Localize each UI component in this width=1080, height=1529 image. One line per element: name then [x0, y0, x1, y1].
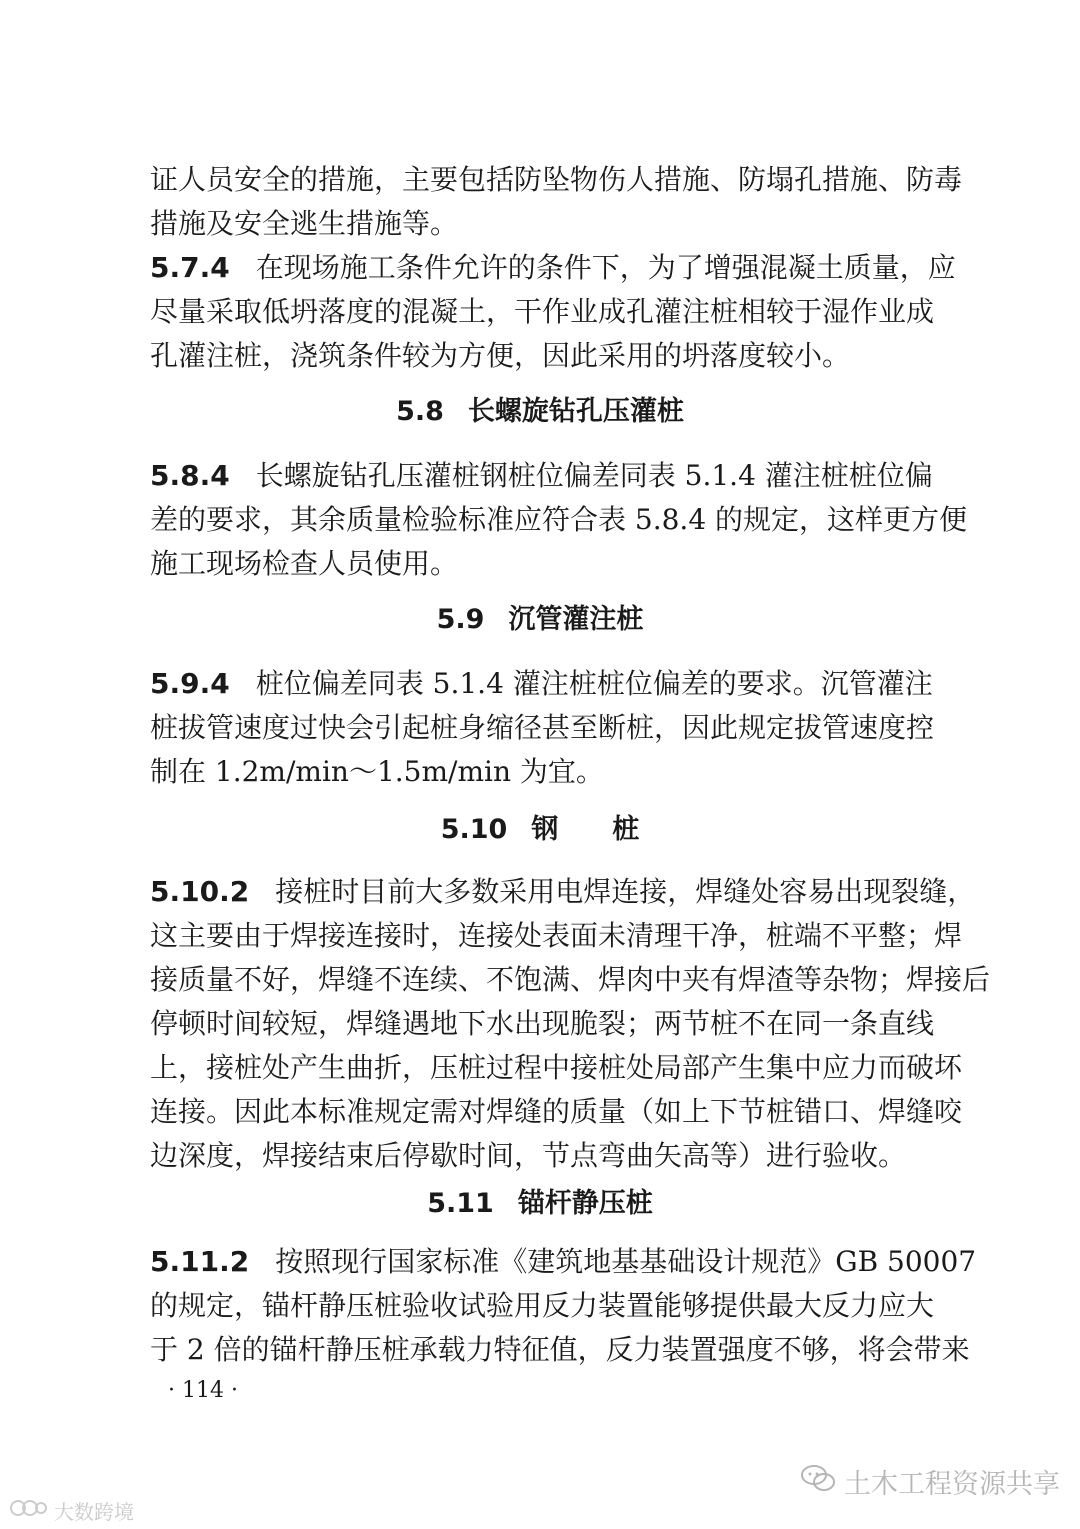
clause-text: 长螺旋钻孔压灌桩钢桩位偏差同表 5.1.4 灌注桩桩位偏	[255, 459, 933, 492]
clause-5-11-2-line-1	[150, 1240, 977, 1284]
clause-5-10-2-line-5: 上，接桩处产生曲折，压桩过程中接桩处局部产生集中应力而破坏	[150, 1051, 963, 1084]
clause-5-11-2-line-3: 于 2 倍的锚杆静压桩承载力特征值，反力装置强度不够，将会带来	[150, 1333, 970, 1366]
paragraph-line: 措施及安全逃生措施等。	[150, 207, 459, 240]
section-heading-5-9	[0, 600, 1080, 640]
section-title: 沉管灌注桩	[508, 604, 644, 635]
clause-number: 5.11.2	[150, 1245, 250, 1278]
watermark-right	[800, 1462, 1060, 1501]
clause-5-8-4-line-1	[150, 454, 933, 498]
section-number: 5.8	[396, 396, 444, 427]
clause-text: 桩位偏差同表 5.1.4 灌注桩桩位偏差的要求。沉管灌注	[255, 667, 933, 700]
clause-number: 5.9.4	[150, 667, 230, 700]
clause-5-7-4-line-3: 孔灌注桩，浇筑条件较为方便，因此采用的坍落度较小。	[150, 339, 851, 372]
clause-text: 接桩时目前大多数采用电焊连接，焊缝处容易出现裂缝，	[275, 875, 976, 908]
clause-text: 在现场施工条件允许的条件下，为了增强混凝土质量，应	[255, 251, 956, 284]
clause-text: 按照现行国家标准《建筑地基基础设计规范》GB 50007	[275, 1245, 977, 1278]
clause-5-7-4-line-2: 尽量采取低坍落度的混凝土，干作业成孔灌注桩相较于湿作业成	[150, 295, 935, 328]
watermark-left	[8, 1496, 134, 1525]
clause-number: 5.8.4	[150, 459, 230, 492]
clause-5-8-4-line-2: 差的要求，其余质量检验标准应符合表 5.8.4 的规定，这样更方便	[150, 503, 968, 536]
clause-5-8-4-line-3: 施工现场检查人员使用。	[150, 547, 459, 580]
clause-5-9-4-line-1	[150, 662, 933, 706]
watermark-right-text: 土木工程资源共享	[844, 1469, 1060, 1500]
clause-5-9-4-line-2: 桩拔管速度过快会引起桩身缩径甚至断桩，因此规定拔管速度控	[150, 711, 935, 744]
clause-number: 5.10.2	[150, 875, 250, 908]
page-number: · 114 ·	[168, 1378, 238, 1403]
section-heading-5-10	[0, 810, 1080, 850]
clause-5-10-2-line-2: 这主要由于焊接连接时，连接处表面未清理干净，桩端不平整；焊	[150, 919, 963, 952]
clause-5-7-4-line-1	[150, 246, 956, 290]
clause-5-10-2-line-1	[150, 870, 976, 914]
section-title: 长螺旋钻孔压灌桩	[467, 396, 684, 427]
paragraph-line: 证人员安全的措施，主要包括防坠物伤人措施、防塌孔措施、防毒	[150, 163, 963, 196]
section-number: 5.10	[440, 814, 508, 845]
clause-number: 5.7.4	[150, 251, 230, 284]
section-number: 5.9	[436, 604, 485, 635]
clause-5-11-2-line-2: 的规定，锚杆静压桩验收试验用反力装置能够提供最大反力应大	[150, 1289, 935, 1322]
section-number: 5.11	[427, 1188, 494, 1219]
clause-5-9-4-line-3: 制在 1.2m/min～1.5m/min 为宜。	[150, 755, 604, 788]
clause-5-10-2-line-7: 边深度，焊接结束后停歇时间，节点弯曲矢高等）进行验收。	[150, 1139, 907, 1172]
section-title: 钢 桩	[531, 814, 640, 845]
wechat-icon	[800, 1463, 836, 1500]
clause-5-10-2-line-6: 连接。因此本标准规定需对焊缝的质量（如上下节桩错口、焊缝咬	[150, 1095, 963, 1128]
clause-5-10-2-line-3: 接质量不好，焊缝不连续、不饱满、焊肉中夹有焊渣等杂物；焊接后	[150, 963, 991, 996]
section-heading-5-11	[0, 1184, 1080, 1224]
section-heading-5-8	[0, 392, 1080, 432]
clause-5-10-2-line-4: 停顿时间较短，焊缝遇地下水出现脆裂；两节桩不在同一条直线	[150, 1007, 935, 1040]
brand-logo-icon	[8, 1497, 48, 1524]
section-title: 锚杆静压桩	[517, 1188, 653, 1219]
watermark-left-text: 大数跨境	[54, 1500, 134, 1524]
